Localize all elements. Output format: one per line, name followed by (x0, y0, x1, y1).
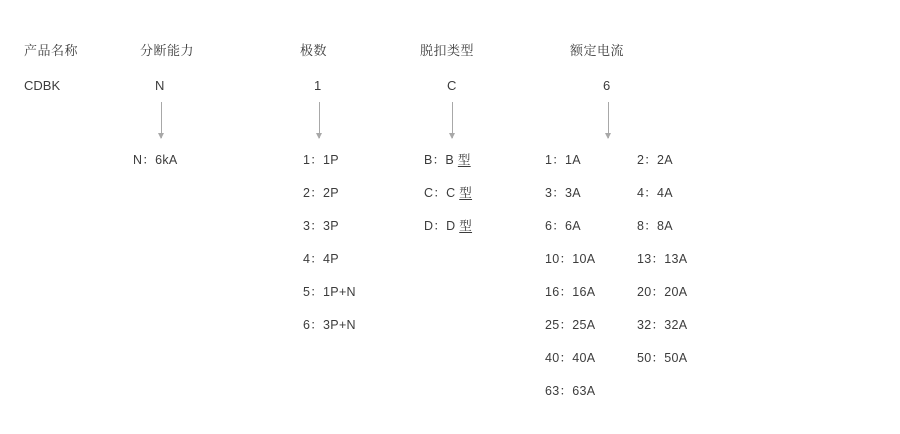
column-code-rated-current: 6 (603, 78, 611, 93)
option-poles-5: 6：3P+N (303, 318, 356, 332)
option-rated-current-left-3: 10：10A (545, 252, 596, 266)
option-rated-current-left-0: 1：1A (545, 153, 581, 167)
option-rated-current-left-1: 3：3A (545, 186, 581, 200)
option-rated-current-right-3: 13：13A (637, 252, 688, 266)
option-poles-0: 1：1P (303, 153, 339, 167)
column-header-trip-type: 脱扣类型 (420, 43, 475, 58)
arrow-breaking-capacity (161, 102, 162, 138)
option-rated-current-right-6: 50：50A (637, 351, 688, 365)
option-rated-current-left-2: 6：6A (545, 219, 581, 233)
option-rated-current-left-4: 16：16A (545, 285, 596, 299)
column-header-product-name: 产品名称 (24, 43, 79, 58)
option-rated-current-right-2: 8：8A (637, 219, 673, 233)
column-code-product-name: CDBK (24, 78, 61, 93)
option-rated-current-right-4: 20：20A (637, 285, 688, 299)
option-trip-type-0 (424, 150, 471, 168)
column-header-breaking-capacity: 分断能力 (140, 43, 195, 58)
option-rated-current-right-5: 32：32A (637, 318, 688, 332)
arrow-trip-type (452, 102, 453, 138)
column-header-rated-current: 额定电流 (570, 43, 625, 58)
option-rated-current-right-0: 2：2A (637, 153, 673, 167)
option-trip-type-2-prefix: D：D (424, 219, 460, 233)
arrow-poles (319, 102, 320, 138)
option-poles-4: 5：1P+N (303, 285, 356, 299)
column-header-poles: 极数 (300, 43, 328, 58)
column-code-trip-type: C (447, 78, 457, 93)
option-poles-1: 2：2P (303, 186, 339, 200)
column-code-breaking-capacity: N (155, 78, 165, 93)
arrow-rated-current (608, 102, 609, 138)
option-rated-current-left-6: 40：40A (545, 351, 596, 365)
column-code-poles: 1 (314, 78, 322, 93)
option-trip-type-0-suffix: 型 (457, 153, 471, 167)
option-trip-type-2-suffix: 型 (459, 219, 473, 233)
option-poles-2: 3：3P (303, 219, 339, 233)
option-poles-3: 4：4P (303, 252, 339, 266)
option-trip-type-1-prefix: C：C (424, 186, 460, 200)
option-breaking-capacity-0: N：6kA (133, 153, 178, 167)
option-rated-current-left-7: 63：63A (545, 384, 596, 398)
option-rated-current-right-1: 4：4A (637, 186, 673, 200)
option-trip-type-2 (424, 216, 472, 234)
option-rated-current-left-5: 25：25A (545, 318, 596, 332)
option-trip-type-1-suffix: 型 (459, 186, 473, 200)
option-trip-type-1 (424, 183, 472, 201)
option-trip-type-0-prefix: B：B (424, 153, 458, 167)
